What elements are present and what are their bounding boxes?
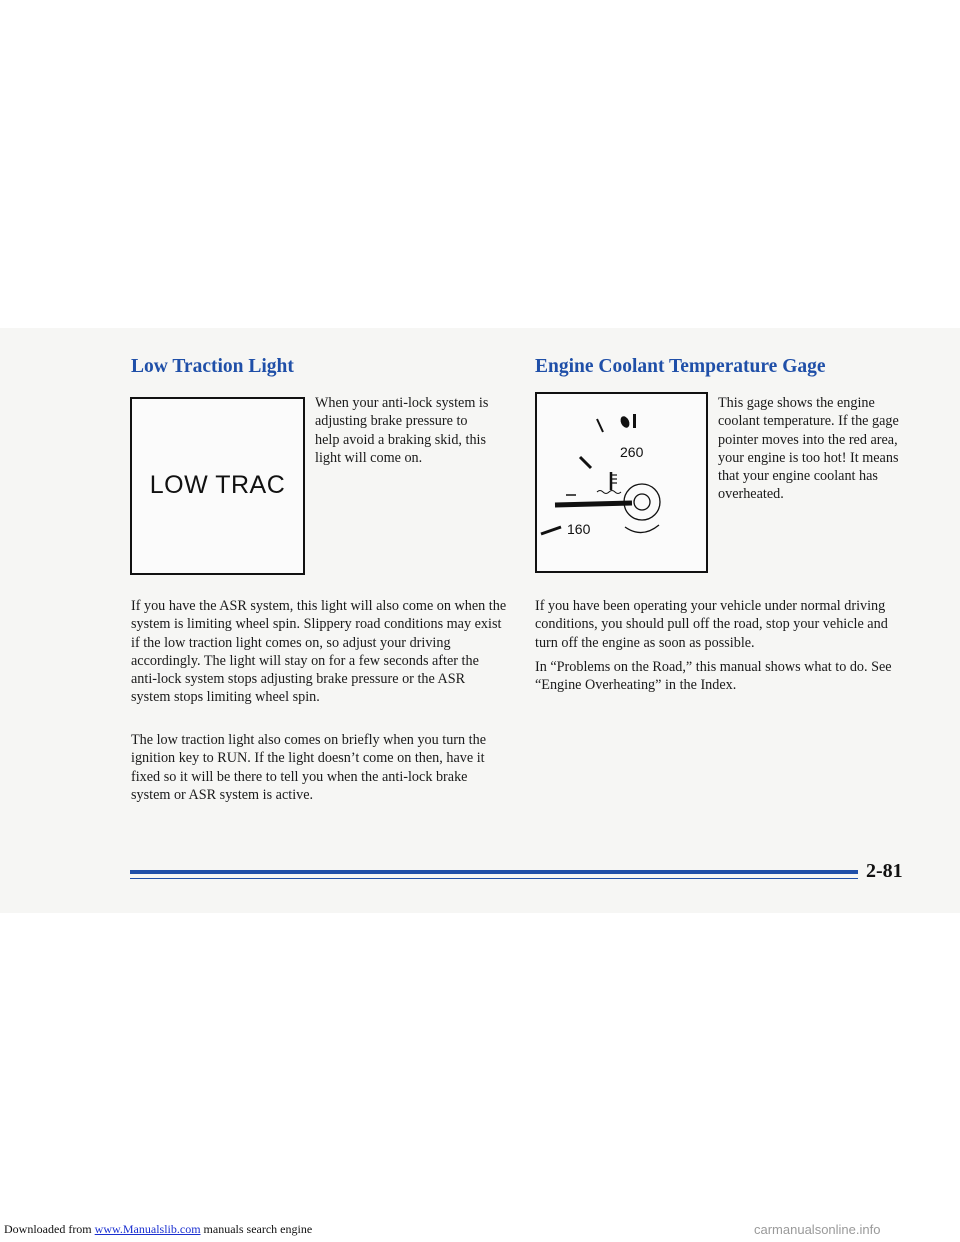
low-trac-indicator-label: LOW TRAC xyxy=(149,471,286,499)
download-footer xyxy=(4,1222,312,1237)
footer-suffix: manuals search engine xyxy=(200,1222,313,1236)
coolant-gage-heading: Engine Coolant Temperature Gage xyxy=(535,356,826,377)
red-zone-marker xyxy=(619,414,636,429)
page-number: 2-81 xyxy=(866,860,903,882)
low-traction-paragraph-2: The low traction light also comes on briefly when you turn the ignition key to RUN. If the light doesn’t come on then, have it fixed so it will be there to tell you when the anti-lock brake system or ASR system is active. xyxy=(131,732,486,803)
low-traction-paragraph-1: If you have the ASR system, this light will also come on when the system is limiting wheel spin. Slippery road conditions may exist if the low traction light comes on, so adjust your driving accordingly. The light will stay on for a few seconds after the anti-lock system stops adjusting brake pressure or the ASR system stops limiting wheel spin. xyxy=(131,598,507,706)
footer-rule-thin xyxy=(130,878,858,879)
coolant-side-text: This gage shows the engine coolant temperature. If the gage pointer moves into the red area, your engine is too hot! It means that your engine coolant has overheated. xyxy=(718,395,899,503)
low-traction-heading: Low Traction Light xyxy=(131,356,294,377)
coolant-paragraph-1: If you have been operating your vehicle under normal driving conditions, you should pull off the road, stop your vehicle and turn off the engine as soon as possible. xyxy=(535,598,888,651)
manualslib-link[interactable]: www.Manualslib.com xyxy=(94,1222,201,1236)
gauge-tick-middle xyxy=(580,457,591,468)
coolant-gauge-illustration xyxy=(537,394,706,571)
low-traction-light-figure xyxy=(130,397,305,575)
gauge-needle xyxy=(555,503,632,505)
coolant-temperature-icon xyxy=(597,472,621,494)
coolant-gauge-figure xyxy=(535,392,708,573)
gauge-tick-160 xyxy=(541,527,561,534)
coolant-paragraph-2: In “Problems on the Road,” this manual shows what to do. See “Engine Overheating” in the Index. xyxy=(535,659,892,694)
watermark: carmanualsonline.info xyxy=(754,1222,881,1237)
low-traction-side-text: When your anti-lock system is adjusting brake pressure to help avoid a braking skid, this light will come on. xyxy=(315,395,489,466)
gauge-high-label: 260 xyxy=(620,444,644,460)
gauge-low-label: 160 xyxy=(567,521,591,537)
footer-prefix: Downloaded from xyxy=(4,1222,95,1236)
footer-rule xyxy=(130,870,858,874)
gauge-dial-arc xyxy=(625,525,659,533)
gauge-tick-upper xyxy=(597,419,603,432)
